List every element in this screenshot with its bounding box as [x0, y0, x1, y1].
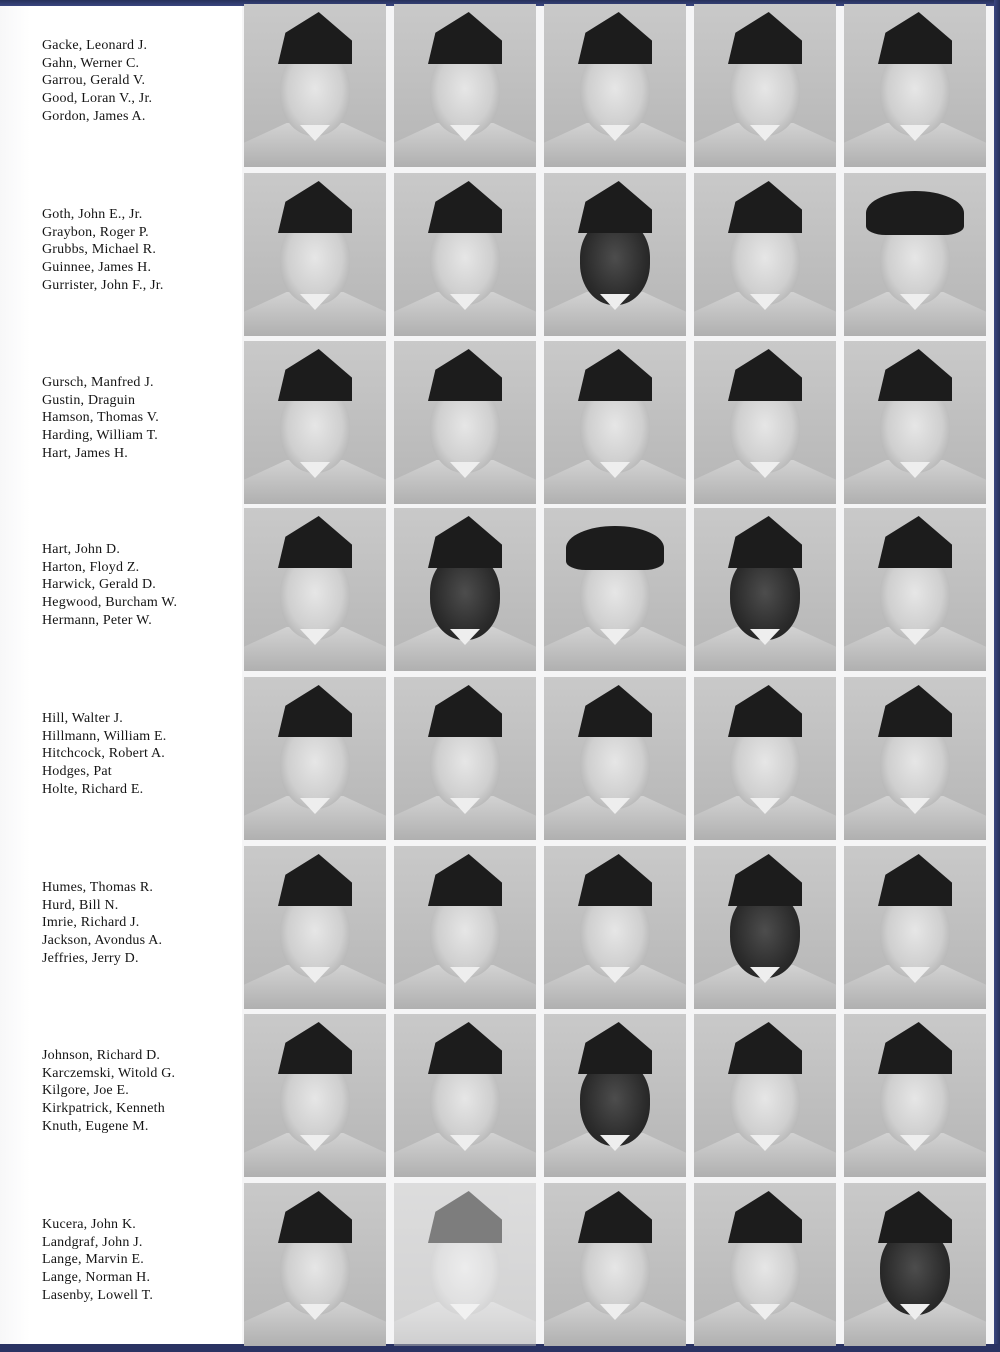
- right-border: [994, 0, 1000, 1352]
- garrison-cap: [728, 1191, 802, 1243]
- garrison-cap: [728, 1022, 802, 1074]
- service-cap: [566, 526, 664, 570]
- portrait-photo: [844, 677, 986, 840]
- portrait-photo: [394, 4, 536, 167]
- service-cap: [866, 191, 964, 235]
- name-entry: Humes, Thomas R.: [42, 880, 154, 895]
- garrison-cap: [578, 1022, 652, 1074]
- photo-row: [244, 341, 986, 504]
- name-entry: Hamson, Thomas V.: [42, 410, 159, 426]
- portrait-photo: [544, 1183, 686, 1346]
- name-entry: Gacke, Leonard J.: [42, 38, 148, 53]
- portrait-photo: [244, 1183, 386, 1346]
- name-entry: Kucera, John K.: [42, 1217, 136, 1232]
- name-entry: Knuth, Eugene M.: [42, 1118, 149, 1134]
- name-entry: Hitchcock, Robert A.: [42, 746, 165, 762]
- portrait-photo: [694, 173, 836, 336]
- garrison-cap: [278, 685, 352, 737]
- name-entry: Lange, Norman H.: [42, 1270, 151, 1286]
- name-list: [42, 206, 164, 295]
- name-entry: Landgraf, John J.: [42, 1234, 143, 1250]
- portrait-photo: [694, 677, 836, 840]
- portrait-photo: [544, 4, 686, 167]
- photo-row: [244, 846, 986, 1009]
- name-entry: Hart, James H.: [42, 445, 129, 461]
- garrison-cap: [278, 349, 352, 401]
- garrison-cap: [878, 12, 952, 64]
- garrison-cap: [578, 349, 652, 401]
- name-entry: Gahn, Werner C.: [42, 55, 140, 71]
- name-entry: Hermann, Peter W.: [42, 612, 152, 628]
- portrait-photo: [394, 173, 536, 336]
- name-entry: Guinnee, James H.: [42, 260, 152, 276]
- name-entry: Garrou, Gerald V.: [42, 73, 146, 89]
- portrait-photo: [394, 1183, 536, 1346]
- photo-row: [244, 1183, 986, 1346]
- portrait-photo: [694, 846, 836, 1009]
- name-list: [42, 37, 152, 126]
- name-entry: Graybon, Roger P.: [42, 224, 149, 240]
- garrison-cap: [278, 12, 352, 64]
- garrison-cap: [578, 1191, 652, 1243]
- portrait-photo: [544, 173, 686, 336]
- photo-row: [244, 4, 986, 167]
- name-entry: Hegwood, Burcham W.: [42, 595, 178, 611]
- portrait-photo: [844, 508, 986, 671]
- name-entry: Karczemski, Witold G.: [42, 1065, 176, 1081]
- photo-row: [244, 508, 986, 671]
- garrison-cap: [578, 685, 652, 737]
- name-entry: Holte, Richard E.: [42, 781, 144, 797]
- garrison-cap: [878, 1022, 952, 1074]
- name-list: [42, 710, 167, 799]
- name-entry: Lasenby, Lowell T.: [42, 1287, 154, 1303]
- garrison-cap: [728, 349, 802, 401]
- name-entry: Good, Loran V., Jr.: [42, 91, 153, 107]
- garrison-cap: [728, 685, 802, 737]
- portrait-photo: [694, 508, 836, 671]
- portrait-photo: [394, 677, 536, 840]
- name-entry: Goth, John E., Jr.: [42, 207, 143, 222]
- portrait-photo: [394, 341, 536, 504]
- portrait-photo: [544, 508, 686, 671]
- portrait-photo: [544, 341, 686, 504]
- portrait-photo: [844, 173, 986, 336]
- portrait-photo: [694, 1183, 836, 1346]
- name-list: [42, 879, 162, 968]
- portrait-photo: [394, 508, 536, 671]
- photo-row: [244, 173, 986, 336]
- garrison-cap: [278, 1022, 352, 1074]
- portrait-photo: [844, 846, 986, 1009]
- portrait-photo: [694, 341, 836, 504]
- portrait-photo: [694, 1014, 836, 1177]
- garrison-cap: [278, 854, 352, 906]
- garrison-cap: [428, 685, 502, 737]
- name-entry: Gustin, Draguin: [42, 392, 136, 408]
- garrison-cap: [578, 854, 652, 906]
- garrison-cap: [878, 349, 952, 401]
- name-entry: Gursch, Manfred J.: [42, 375, 154, 390]
- name-entry: Harton, Floyd Z.: [42, 559, 140, 575]
- garrison-cap: [728, 181, 802, 233]
- name-entry: Grubbs, Michael R.: [42, 242, 157, 258]
- portrait-photo: [694, 4, 836, 167]
- portrait-photo: [244, 677, 386, 840]
- garrison-cap: [728, 516, 802, 568]
- name-entry: Hurd, Bill N.: [42, 897, 119, 913]
- name-entry: Jackson, Avondus A.: [42, 933, 163, 949]
- garrison-cap: [428, 12, 502, 64]
- portrait-photo: [244, 1014, 386, 1177]
- portrait-photo: [844, 4, 986, 167]
- portrait-photo: [844, 341, 986, 504]
- portrait-photo: [244, 341, 386, 504]
- name-entry: Jeffries, Jerry D.: [42, 950, 139, 966]
- garrison-cap: [728, 12, 802, 64]
- portrait-photo: [544, 1014, 686, 1177]
- portrait-photo: [844, 1014, 986, 1177]
- garrison-cap: [278, 516, 352, 568]
- name-list: [42, 541, 177, 630]
- name-list: [42, 1216, 153, 1305]
- name-entry: Johnson, Richard D.: [42, 1048, 161, 1063]
- garrison-cap: [428, 1191, 502, 1243]
- name-list: [42, 1047, 175, 1136]
- garrison-cap: [428, 181, 502, 233]
- name-entry: Gordon, James A.: [42, 108, 146, 124]
- name-entry: Hill, Walter J.: [42, 711, 123, 726]
- photo-row: [244, 1014, 986, 1177]
- name-entry: Hart, John D.: [42, 542, 121, 557]
- garrison-cap: [878, 1191, 952, 1243]
- garrison-cap: [878, 685, 952, 737]
- garrison-cap: [728, 854, 802, 906]
- portrait-photo: [394, 1014, 536, 1177]
- name-entry: Lange, Marvin E.: [42, 1252, 144, 1268]
- garrison-cap: [578, 12, 652, 64]
- name-entry: Kirkpatrick, Kenneth: [42, 1101, 165, 1117]
- garrison-cap: [878, 854, 952, 906]
- name-entry: Hillmann, William E.: [42, 728, 167, 744]
- name-entry: Harwick, Gerald D.: [42, 577, 157, 593]
- name-list: [42, 374, 159, 463]
- portrait-photo: [394, 846, 536, 1009]
- portrait-photo: [244, 846, 386, 1009]
- garrison-cap: [278, 181, 352, 233]
- portrait-photo: [244, 508, 386, 671]
- portrait-photo: [244, 173, 386, 336]
- portrait-photo: [244, 4, 386, 167]
- name-entry: Gurrister, John F., Jr.: [42, 277, 164, 293]
- name-entry: Imrie, Richard J.: [42, 915, 140, 931]
- garrison-cap: [428, 349, 502, 401]
- garrison-cap: [878, 516, 952, 568]
- portrait-photo: [844, 1183, 986, 1346]
- garrison-cap: [428, 1022, 502, 1074]
- name-entry: Hodges, Pat: [42, 764, 112, 780]
- garrison-cap: [278, 1191, 352, 1243]
- photo-row: [244, 677, 986, 840]
- portrait-photo: [544, 846, 686, 1009]
- garrison-cap: [578, 181, 652, 233]
- name-entry: Harding, William T.: [42, 428, 158, 444]
- garrison-cap: [428, 854, 502, 906]
- garrison-cap: [428, 516, 502, 568]
- name-entry: Kilgore, Joe E.: [42, 1083, 129, 1099]
- portrait-photo: [544, 677, 686, 840]
